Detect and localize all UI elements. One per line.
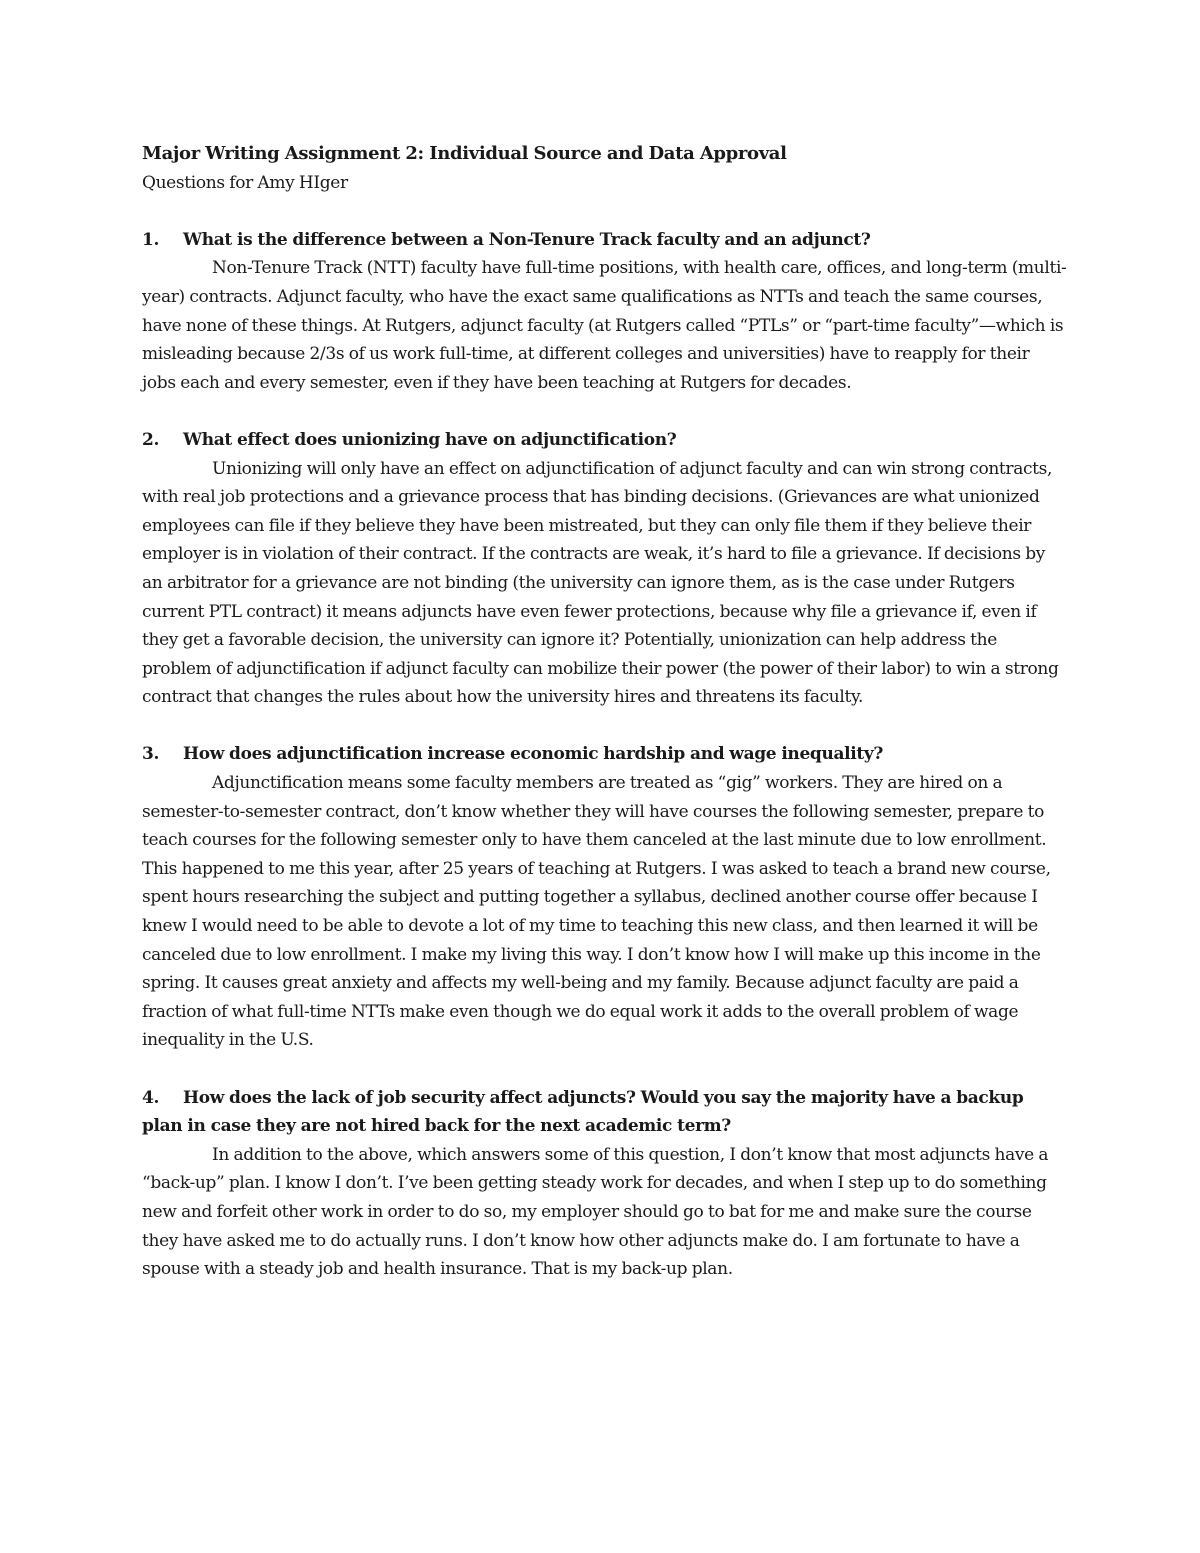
answer-text: In addition to the above, which answers some of this question, I don’t know that most adjuncts have a “back-up” plan. I know I don’t. I’ve been getting steady work for decades, and when I step up to do something new and forfeit other work in order to do so, my employer should go to bat for me and make sure the course they have asked me to do actually runs. I don’t know how other adjuncts make do. I am fortunate to have a spouse with a steady job and health insurance. That is my back-up plan. — [142, 1144, 1049, 1280]
question-text: What effect does unionizing have on adjunctification? — [183, 429, 677, 450]
question-number: 2. — [142, 429, 160, 450]
question-heading — [142, 1084, 1067, 1141]
document-subtitle: Questions for Amy HIger — [142, 172, 348, 193]
question-block-2 — [142, 426, 1067, 712]
question-block-3 — [142, 740, 1067, 1055]
question-number: 3. — [142, 744, 160, 765]
question-block-4 — [142, 1084, 1067, 1284]
document-title: Major Writing Assignment 2: Individual Source and Data Approval — [142, 143, 787, 164]
answer-text: Non-Tenure Track (NTT) faculty have full-time positions, with health care, offices, and long-term (multi-year) contracts. Adjunct faculty, who have the exact same qualifications as NTTs and teach the same courses, have none of these things. At Rutgers, adjunct faculty (at Rutgers called “PTLs” or “part-time faculty”—which is misleading because 2/3s of us work full-time, at different colleges and universities) have to reapply for their jobs each and every semester, even if they have been teaching at Rutgers for decades. — [142, 258, 1067, 393]
question-heading — [142, 740, 1067, 769]
question-block-1 — [142, 226, 1067, 398]
document-page — [142, 140, 1067, 1312]
question-number: 4. — [142, 1087, 160, 1108]
answer-text: Adjunctification means some faculty members are treated as “gig” workers. They are hired on a semester-to-semester contract, don’t know whether they will have courses the following semester, prepare to teach courses for the following semester only to have them canceled at the last minute due to low enrollment. This happened to me this year, after 25 years of teaching at Rutgers. I was asked to teach a brand new course, spent hours researching the subject and putting together a syllabus, declined another course offer because I knew I would need to be able to devote a lot of my time to teaching this new class, and then learned it will be canceled due to low enrollment. I make my living this way. I don’t know how I will make up this income in the spring. It causes great anxiety and affects my well-being and my family. Because adjunct faculty are paid a fraction of what full-time NTTs make even though we do equal work it adds to the overall problem of wage inequality in the U.S. — [142, 773, 1051, 1051]
question-text: What is the difference between a Non-Tenure Track faculty and an adjunct? — [183, 229, 871, 250]
question-text: How does adjunctification increase economic hardship and wage inequality? — [183, 744, 883, 765]
answer-text: Unionizing will only have an effect on adjunctification of adjunct faculty and can win strong contracts, with real job protections and a grievance process that has binding decisions. (Grievances are what unionized employees can file if they believe they have been mistreated, but they can only file them if they believe their employer is in violation of their contract. If the contracts are weak, it’s hard to file a grievance. If decisions by an arbitrator for a grievance are not binding (the university can ignore them, as is the case under Rutgers current PTL contract) it means adjuncts have even fewer protections, because why file a grievance if, even if they get a favorable decision, the university can ignore it? Potentially, unionization can help address the problem of adjunctification if adjunct faculty can mobilize their power (the power of their labor) to win a strong contract that changes the rules about how the university hires and threatens its faculty. — [142, 458, 1059, 708]
question-heading — [142, 426, 1067, 455]
question-number: 1. — [142, 229, 160, 250]
spacer — [142, 197, 1067, 226]
question-text: How does the lack of job security affect adjuncts? Would you say the majority have a backup plan in case they are not hired back for the next academic term? — [142, 1087, 1024, 1137]
question-heading — [142, 226, 1067, 255]
